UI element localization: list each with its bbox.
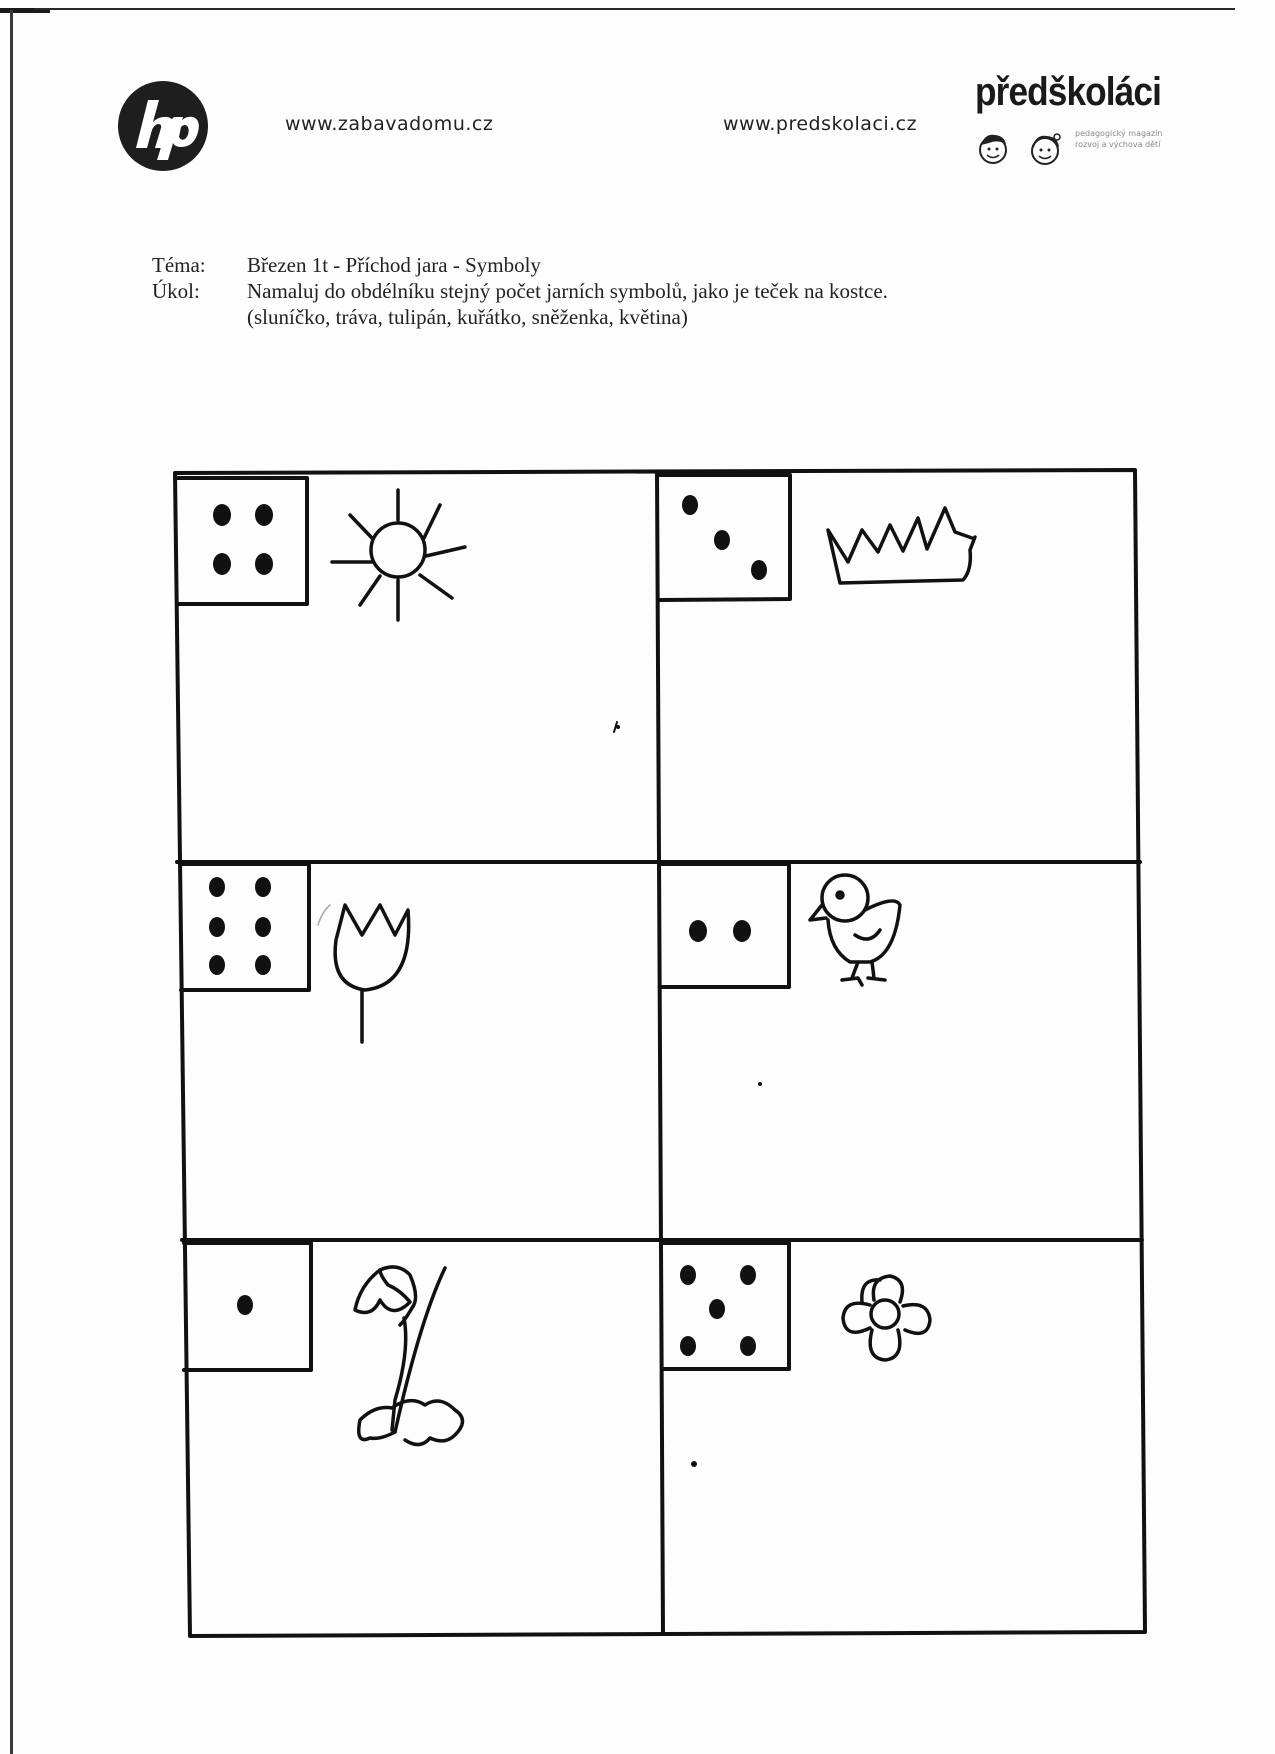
- chick-icon: [810, 875, 900, 985]
- sun-icon: [332, 490, 465, 620]
- grass-icon: [828, 508, 975, 583]
- dice-dots-five: [680, 1265, 756, 1356]
- dice-box: [662, 864, 789, 987]
- brand-subtitle-line: pedagogický magazín: [1075, 129, 1163, 138]
- topic-label: Téma:: [152, 253, 206, 277]
- tulip-icon: [318, 905, 409, 1042]
- dice-dots-one: [237, 1295, 253, 1315]
- assignment-note: (sluníčko, tráva, tulipán, kuřátko, sněženka, květina): [247, 305, 688, 329]
- snowdrop-icon: [355, 1267, 463, 1445]
- dice-box: [178, 478, 307, 604]
- dice-dots-six: [209, 877, 271, 975]
- brand-name: předškoláci: [975, 70, 1161, 114]
- website-url[interactable]: www.zabavadomu.cz: [285, 113, 494, 135]
- topic-value: Březen 1t - Příchod jara - Symboly: [247, 253, 541, 277]
- dice-dots-three: [682, 495, 767, 580]
- assignment-value: Namaluj do obdélníku stejný počet jarních symbolů, jako je teček na kostce.: [247, 279, 888, 303]
- brand-subtitle-line: rozvoj a výchova dětí: [1075, 140, 1161, 149]
- website-url[interactable]: www.predskolaci.cz: [723, 113, 918, 135]
- dice-dots-two: [689, 920, 751, 942]
- flower-icon: [843, 1276, 930, 1360]
- grid-divider: [657, 472, 663, 1634]
- assignment-label: Úkol:: [152, 279, 200, 303]
- dice-dots-four: [213, 504, 273, 575]
- dice-box: [181, 864, 309, 990]
